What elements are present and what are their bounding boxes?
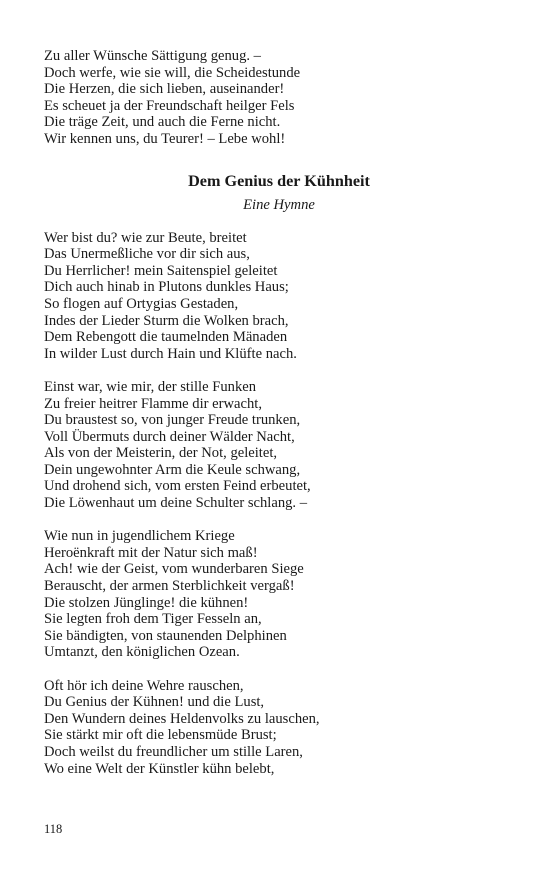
verse-line: Heroënkraft mit der Natur sich maß! bbox=[44, 544, 258, 561]
page-number: 118 bbox=[44, 822, 63, 836]
stanza-2 bbox=[44, 379, 514, 512]
verse-line: Dich auch hinab in Plutons dunkles Haus; bbox=[44, 279, 289, 296]
verse-line: Oft hör ich deine Wehre rauschen, bbox=[44, 677, 244, 694]
stanza-4 bbox=[44, 678, 514, 778]
verse-line: Als von der Meisterin, der Not, geleitet, bbox=[44, 445, 278, 462]
verse-line: Sie legten froh dem Tiger Fesseln an, bbox=[44, 611, 262, 628]
verse-line: Ach! wie der Geist, vom wunderbaren Siege bbox=[44, 561, 304, 578]
verse-line: In wilder Lust durch Hain und Klüfte nach. bbox=[44, 345, 297, 362]
verse-line: Du Genius der Kühnen! und die Lust, bbox=[44, 694, 265, 711]
verse-line: Du Herrlicher! mein Saitenspiel geleitet bbox=[44, 262, 278, 279]
verse-line: Doch weilst du freundlicher um stille Laren, bbox=[44, 743, 303, 760]
verse-line: Es scheuet ja der Freundschaft heilger Fels bbox=[44, 97, 295, 114]
verse-line: Wir kennen uns, du Teurer! – Lebe wohl! bbox=[44, 130, 286, 147]
verse-line: Zu freier heitrer Flamme dir erwacht, bbox=[44, 395, 262, 412]
verse-line: Dein ungewohnter Arm die Keule schwang, bbox=[44, 461, 301, 478]
stanza-1 bbox=[44, 230, 514, 363]
verse-line: Die Herzen, die sich lieben, auseinander! bbox=[44, 81, 285, 98]
verse-line: Du braustest so, von junger Freude trunken, bbox=[44, 412, 301, 429]
verse-line: Sie bändigten, von staunenden Delphinen bbox=[44, 627, 287, 644]
verse-line: Sie stärkt mir oft die lebensmüde Brust; bbox=[44, 727, 277, 744]
verse-line: Das Unermeßliche vor dir sich aus, bbox=[44, 246, 250, 263]
poem-subtitle: Eine Hymne bbox=[243, 196, 315, 213]
verse-line: Die stolzen Jünglinge! die kühnen! bbox=[44, 594, 249, 611]
verse-line: Umtanzt, den königlichen Ozean. bbox=[44, 644, 240, 661]
verse-line: Dem Rebengott die taumelnden Mänaden bbox=[44, 329, 288, 346]
book-page bbox=[44, 48, 514, 777]
verse-line: Den Wundern deines Heldenvolks zu lauschen, bbox=[44, 710, 320, 727]
verse-line: So flogen auf Ortygias Gestaden, bbox=[44, 295, 239, 312]
verse-line: Zu aller Wünsche Sättigung genug. – bbox=[44, 48, 261, 64]
verse-line: Die Löwenhaut um deine Schulter schlang. – bbox=[44, 495, 308, 512]
verse-line: Und drohend sich, vom ersten Feind erbeutet, bbox=[44, 478, 311, 495]
verse-line: Doch werfe, wie sie will, die Scheidestunde bbox=[44, 64, 301, 81]
verse-line: Einst war, wie mir, der stille Funken bbox=[44, 378, 257, 395]
verse-line: Wo eine Welt der Künstler kühn belebt, bbox=[44, 760, 275, 777]
verse-line: Berauscht, der armen Sterblichkeit vergaß! bbox=[44, 578, 295, 595]
stanza-3 bbox=[44, 528, 514, 661]
poem-title: Dem Genius der Kühnheit bbox=[188, 171, 370, 190]
verse-line: Wie nun in jugendlichem Kriege bbox=[44, 528, 235, 545]
verse-line: Voll Übermuts durch deiner Wälder Nacht, bbox=[44, 428, 295, 445]
previous-poem-ending bbox=[44, 48, 514, 148]
verse-line: Indes der Lieder Sturm die Wolken brach, bbox=[44, 312, 289, 329]
verse-line: Die träge Zeit, und auch die Ferne nicht. bbox=[44, 114, 281, 131]
verse-line: Wer bist du? wie zur Beute, breitet bbox=[44, 229, 247, 246]
